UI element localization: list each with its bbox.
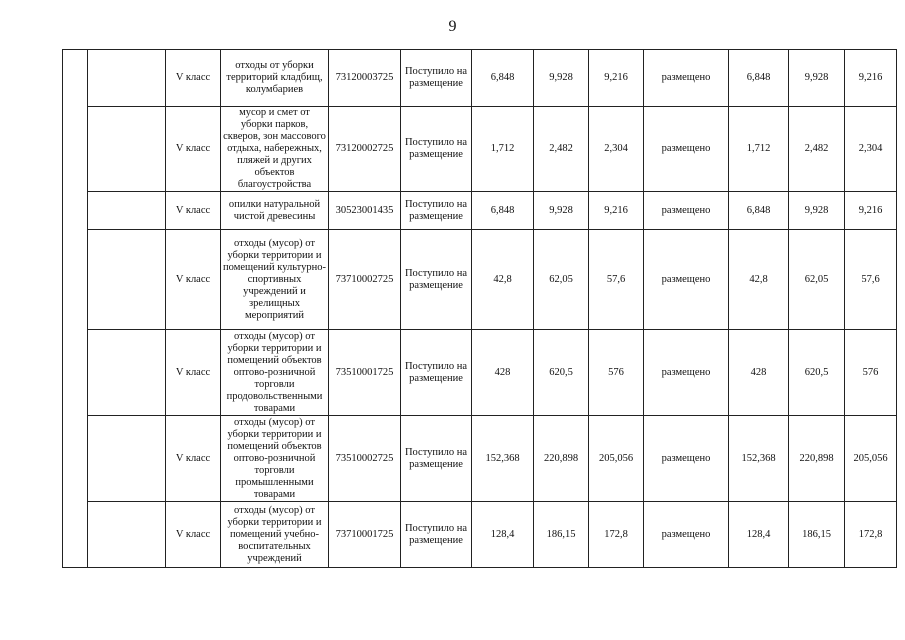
- received-qty-1-cell: 42,8: [472, 230, 534, 330]
- hazard-class-cell: V класс: [166, 330, 221, 416]
- placed-qty-3-cell: 205,056: [845, 416, 897, 502]
- empty-cell: [88, 50, 166, 107]
- table-row: [63, 502, 897, 568]
- empty-cell: [88, 230, 166, 330]
- received-qty-3-cell: 2,304: [589, 107, 644, 192]
- waste-name-cell: отходы (мусор) от уборки территории и помещений культурно-спортивных учреждений и зрелищных мероприятий: [221, 230, 329, 330]
- placed-qty-2-cell: 62,05: [789, 230, 845, 330]
- table-row: [63, 416, 897, 502]
- hazard-class-cell: V класс: [166, 107, 221, 192]
- hazard-class-cell: V класс: [166, 502, 221, 568]
- fkko-code-cell: 73510001725: [329, 330, 401, 416]
- waste-table: [62, 49, 897, 568]
- receipt-status-cell: Поступило на размещение: [401, 50, 472, 107]
- page-number: 9: [448, 18, 457, 35]
- hazard-class-cell: V класс: [166, 50, 221, 107]
- waste-name-cell: мусор и смет от уборки парков, скверов, зон массового отдыха, набережных, пляжей и других объектов благоустройства: [221, 107, 329, 192]
- fkko-code-cell: 73710001725: [329, 502, 401, 568]
- placed-qty-3-cell: 9,216: [845, 50, 897, 107]
- placed-qty-2-cell: 9,928: [789, 50, 845, 107]
- placed-qty-3-cell: 9,216: [845, 192, 897, 230]
- empty-cell: [88, 107, 166, 192]
- empty-cell: [88, 192, 166, 230]
- hazard-class-cell: V класс: [166, 230, 221, 330]
- merged-blank-cell: [63, 50, 88, 568]
- received-qty-1-cell: 152,368: [472, 416, 534, 502]
- waste-name-cell: опилки натуральной чистой древесины: [221, 192, 329, 230]
- received-qty-2-cell: 2,482: [534, 107, 589, 192]
- placed-qty-2-cell: 9,928: [789, 192, 845, 230]
- fkko-code-cell: 30523001435: [329, 192, 401, 230]
- placed-qty-1-cell: 428: [729, 330, 789, 416]
- placed-qty-2-cell: 620,5: [789, 330, 845, 416]
- disposal-status-cell: размещено: [644, 192, 729, 230]
- fkko-code-cell: 73120003725: [329, 50, 401, 107]
- table-row: [63, 50, 897, 107]
- received-qty-2-cell: 620,5: [534, 330, 589, 416]
- placed-qty-2-cell: 186,15: [789, 502, 845, 568]
- disposal-status-cell: размещено: [644, 230, 729, 330]
- disposal-status-cell: размещено: [644, 502, 729, 568]
- receipt-status-cell: Поступило на размещение: [401, 192, 472, 230]
- placed-qty-1-cell: 128,4: [729, 502, 789, 568]
- placed-qty-1-cell: 42,8: [729, 230, 789, 330]
- placed-qty-3-cell: 576: [845, 330, 897, 416]
- empty-cell: [88, 330, 166, 416]
- fkko-code-cell: 73710002725: [329, 230, 401, 330]
- received-qty-2-cell: 9,928: [534, 50, 589, 107]
- placed-qty-2-cell: 220,898: [789, 416, 845, 502]
- disposal-status-cell: размещено: [644, 416, 729, 502]
- placed-qty-1-cell: 1,712: [729, 107, 789, 192]
- received-qty-3-cell: 205,056: [589, 416, 644, 502]
- waste-name-cell: отходы (мусор) от уборки территории и помещений объектов оптово-розничной торговли промышленными товарами: [221, 416, 329, 502]
- receipt-status-cell: Поступило на размещение: [401, 416, 472, 502]
- table-row: [63, 192, 897, 230]
- received-qty-3-cell: 57,6: [589, 230, 644, 330]
- waste-name-cell: отходы (мусор) от уборки территории и помещений объектов оптово-розничной торговли продовольственными товарами: [221, 330, 329, 416]
- table-row: [63, 230, 897, 330]
- placed-qty-3-cell: 57,6: [845, 230, 897, 330]
- placed-qty-3-cell: 2,304: [845, 107, 897, 192]
- received-qty-2-cell: 220,898: [534, 416, 589, 502]
- receipt-status-cell: Поступило на размещение: [401, 502, 472, 568]
- placed-qty-2-cell: 2,482: [789, 107, 845, 192]
- receipt-status-cell: Поступило на размещение: [401, 107, 472, 192]
- received-qty-3-cell: 576: [589, 330, 644, 416]
- hazard-class-cell: V класс: [166, 416, 221, 502]
- empty-cell: [88, 416, 166, 502]
- received-qty-1-cell: 6,848: [472, 50, 534, 107]
- table-row: [63, 330, 897, 416]
- received-qty-1-cell: 1,712: [472, 107, 534, 192]
- disposal-status-cell: размещено: [644, 50, 729, 107]
- placed-qty-3-cell: 172,8: [845, 502, 897, 568]
- receipt-status-cell: Поступило на размещение: [401, 330, 472, 416]
- placed-qty-1-cell: 6,848: [729, 50, 789, 107]
- fkko-code-cell: 73120002725: [329, 107, 401, 192]
- table-row: [63, 107, 897, 192]
- received-qty-1-cell: 6,848: [472, 192, 534, 230]
- placed-qty-1-cell: 152,368: [729, 416, 789, 502]
- hazard-class-cell: V класс: [166, 192, 221, 230]
- fkko-code-cell: 73510002725: [329, 416, 401, 502]
- received-qty-2-cell: 186,15: [534, 502, 589, 568]
- waste-name-cell: отходы от уборки территорий кладбищ, колумбариев: [221, 50, 329, 107]
- received-qty-3-cell: 9,216: [589, 192, 644, 230]
- received-qty-3-cell: 9,216: [589, 50, 644, 107]
- placed-qty-1-cell: 6,848: [729, 192, 789, 230]
- received-qty-2-cell: 9,928: [534, 192, 589, 230]
- receipt-status-cell: Поступило на размещение: [401, 230, 472, 330]
- received-qty-1-cell: 428: [472, 330, 534, 416]
- disposal-status-cell: размещено: [644, 107, 729, 192]
- disposal-status-cell: размещено: [644, 330, 729, 416]
- received-qty-3-cell: 172,8: [589, 502, 644, 568]
- waste-name-cell: отходы (мусор) от уборки территории и помещений учебно-воспитательных учреждений: [221, 502, 329, 568]
- received-qty-2-cell: 62,05: [534, 230, 589, 330]
- received-qty-1-cell: 128,4: [472, 502, 534, 568]
- empty-cell: [88, 502, 166, 568]
